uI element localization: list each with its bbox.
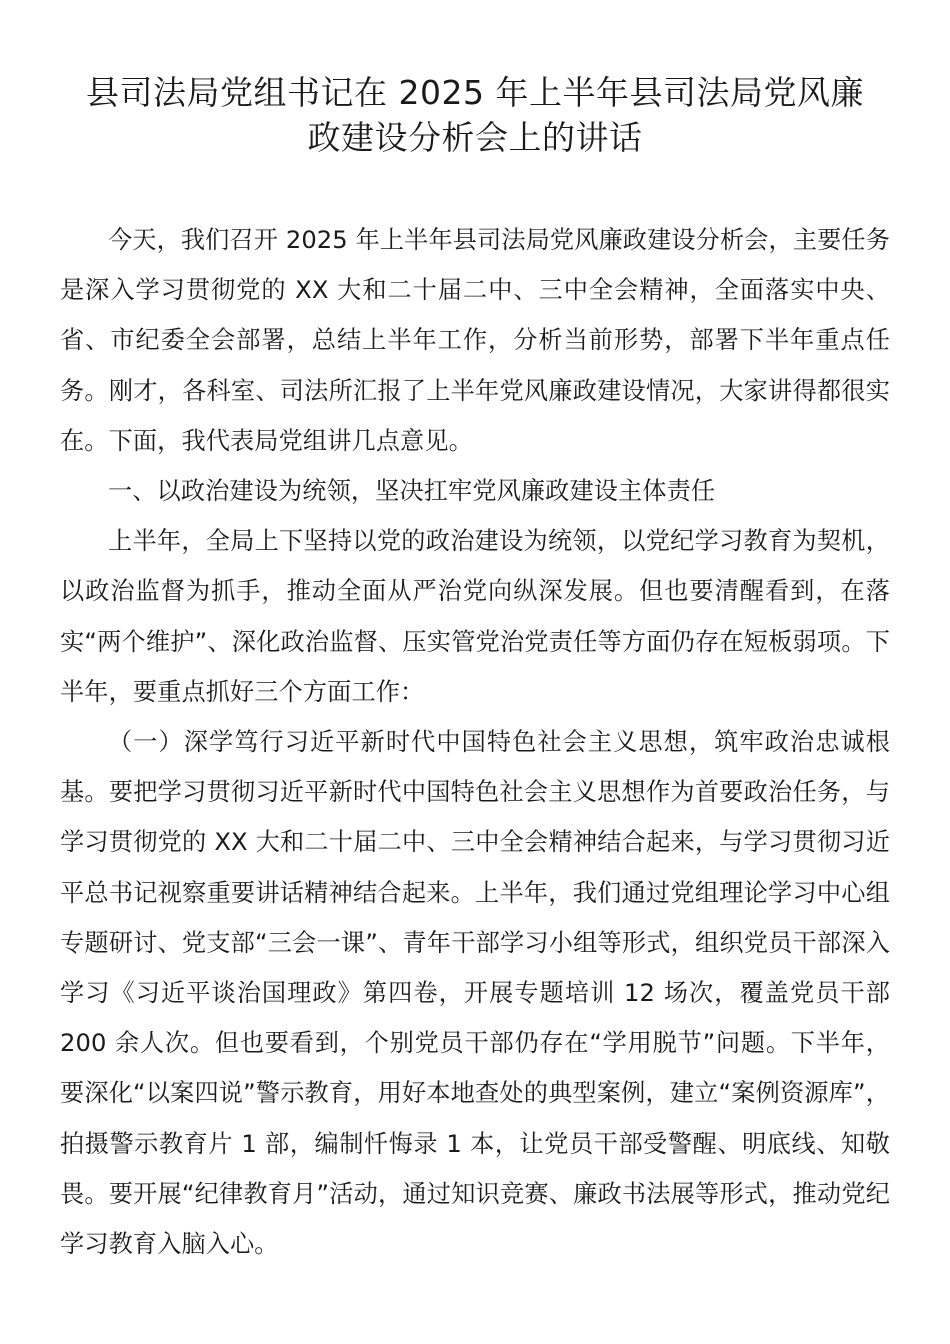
document-body bbox=[60, 215, 890, 1269]
subsection-1-paragraph: （一）深学笃行习近平新时代中国特色社会主义思想，筑牢政治忠诚根基。要把学习贯彻习近平新时代中国特色社会主义思想作为首要政治任务，与学习贯彻党的 XX 大和二十届二中、三中全会精神结合起来，与学习贯彻习近平总书记视察重要讲话精神结合起来。上半年，我们通过党组理论学习中心组专题研讨、党支部“三会一课”、青年干部学习小组等形式，组织党员干部深入学习《习近平谈治国理政》第四卷，开展专题培训 12 场次，覆盖党员干部 200 余人次。但也要看到，个别党员干部仍存在“学用脱节”问题。下半年，要深化“以案四说”警示教育，用好本地查处的典型案例，建立“案例资源库”，拍摄警示教育片 1 部，编制忏悔录 1 本，让党员干部受警醒、明底线、知敬畏。要开展“纪律教育月”活动，通过知识竞赛、廉政书法展等形式，推动党纪学习教育入脑入心。 bbox=[60, 728, 890, 1259]
document-title bbox=[60, 70, 890, 160]
section-heading-1: 一、以政治建设为统领，坚决扛牢党风廉政建设主体责任 bbox=[108, 477, 716, 506]
title-line-1: 县司法局党组书记在 2025 年上半年县司法局党风廉 bbox=[86, 73, 864, 112]
title-line-2: 政建设分析会上的讲话 bbox=[307, 118, 643, 157]
section-1-paragraph: 上半年，全局上下坚持以党的政治建设为统领，以党纪学习教育为契机，以政治监督为抓手，推动全面从严治党向纵深发展。但也要清醒看到，在落实“两个维护”、深化政治监督、压实管党治党责任等方面仍存在短板弱项。下半年，要重点抓好三个方面工作： bbox=[60, 527, 890, 706]
intro-paragraph: 今天，我们召开 2025 年上半年县司法局党风廉政建设分析会，主要任务是深入学习贯彻党的 XX 大和二十届二中、三中全会精神，全面落实中央、省、市纪委全会部署，总结上半年工作，分析当前形势，部署下半年重点任务。刚才，各科室、司法所汇报了上半年党风廉政建设情况，大家讲得都很实在。下面，我代表局党组讲几点意见。 bbox=[60, 226, 890, 455]
